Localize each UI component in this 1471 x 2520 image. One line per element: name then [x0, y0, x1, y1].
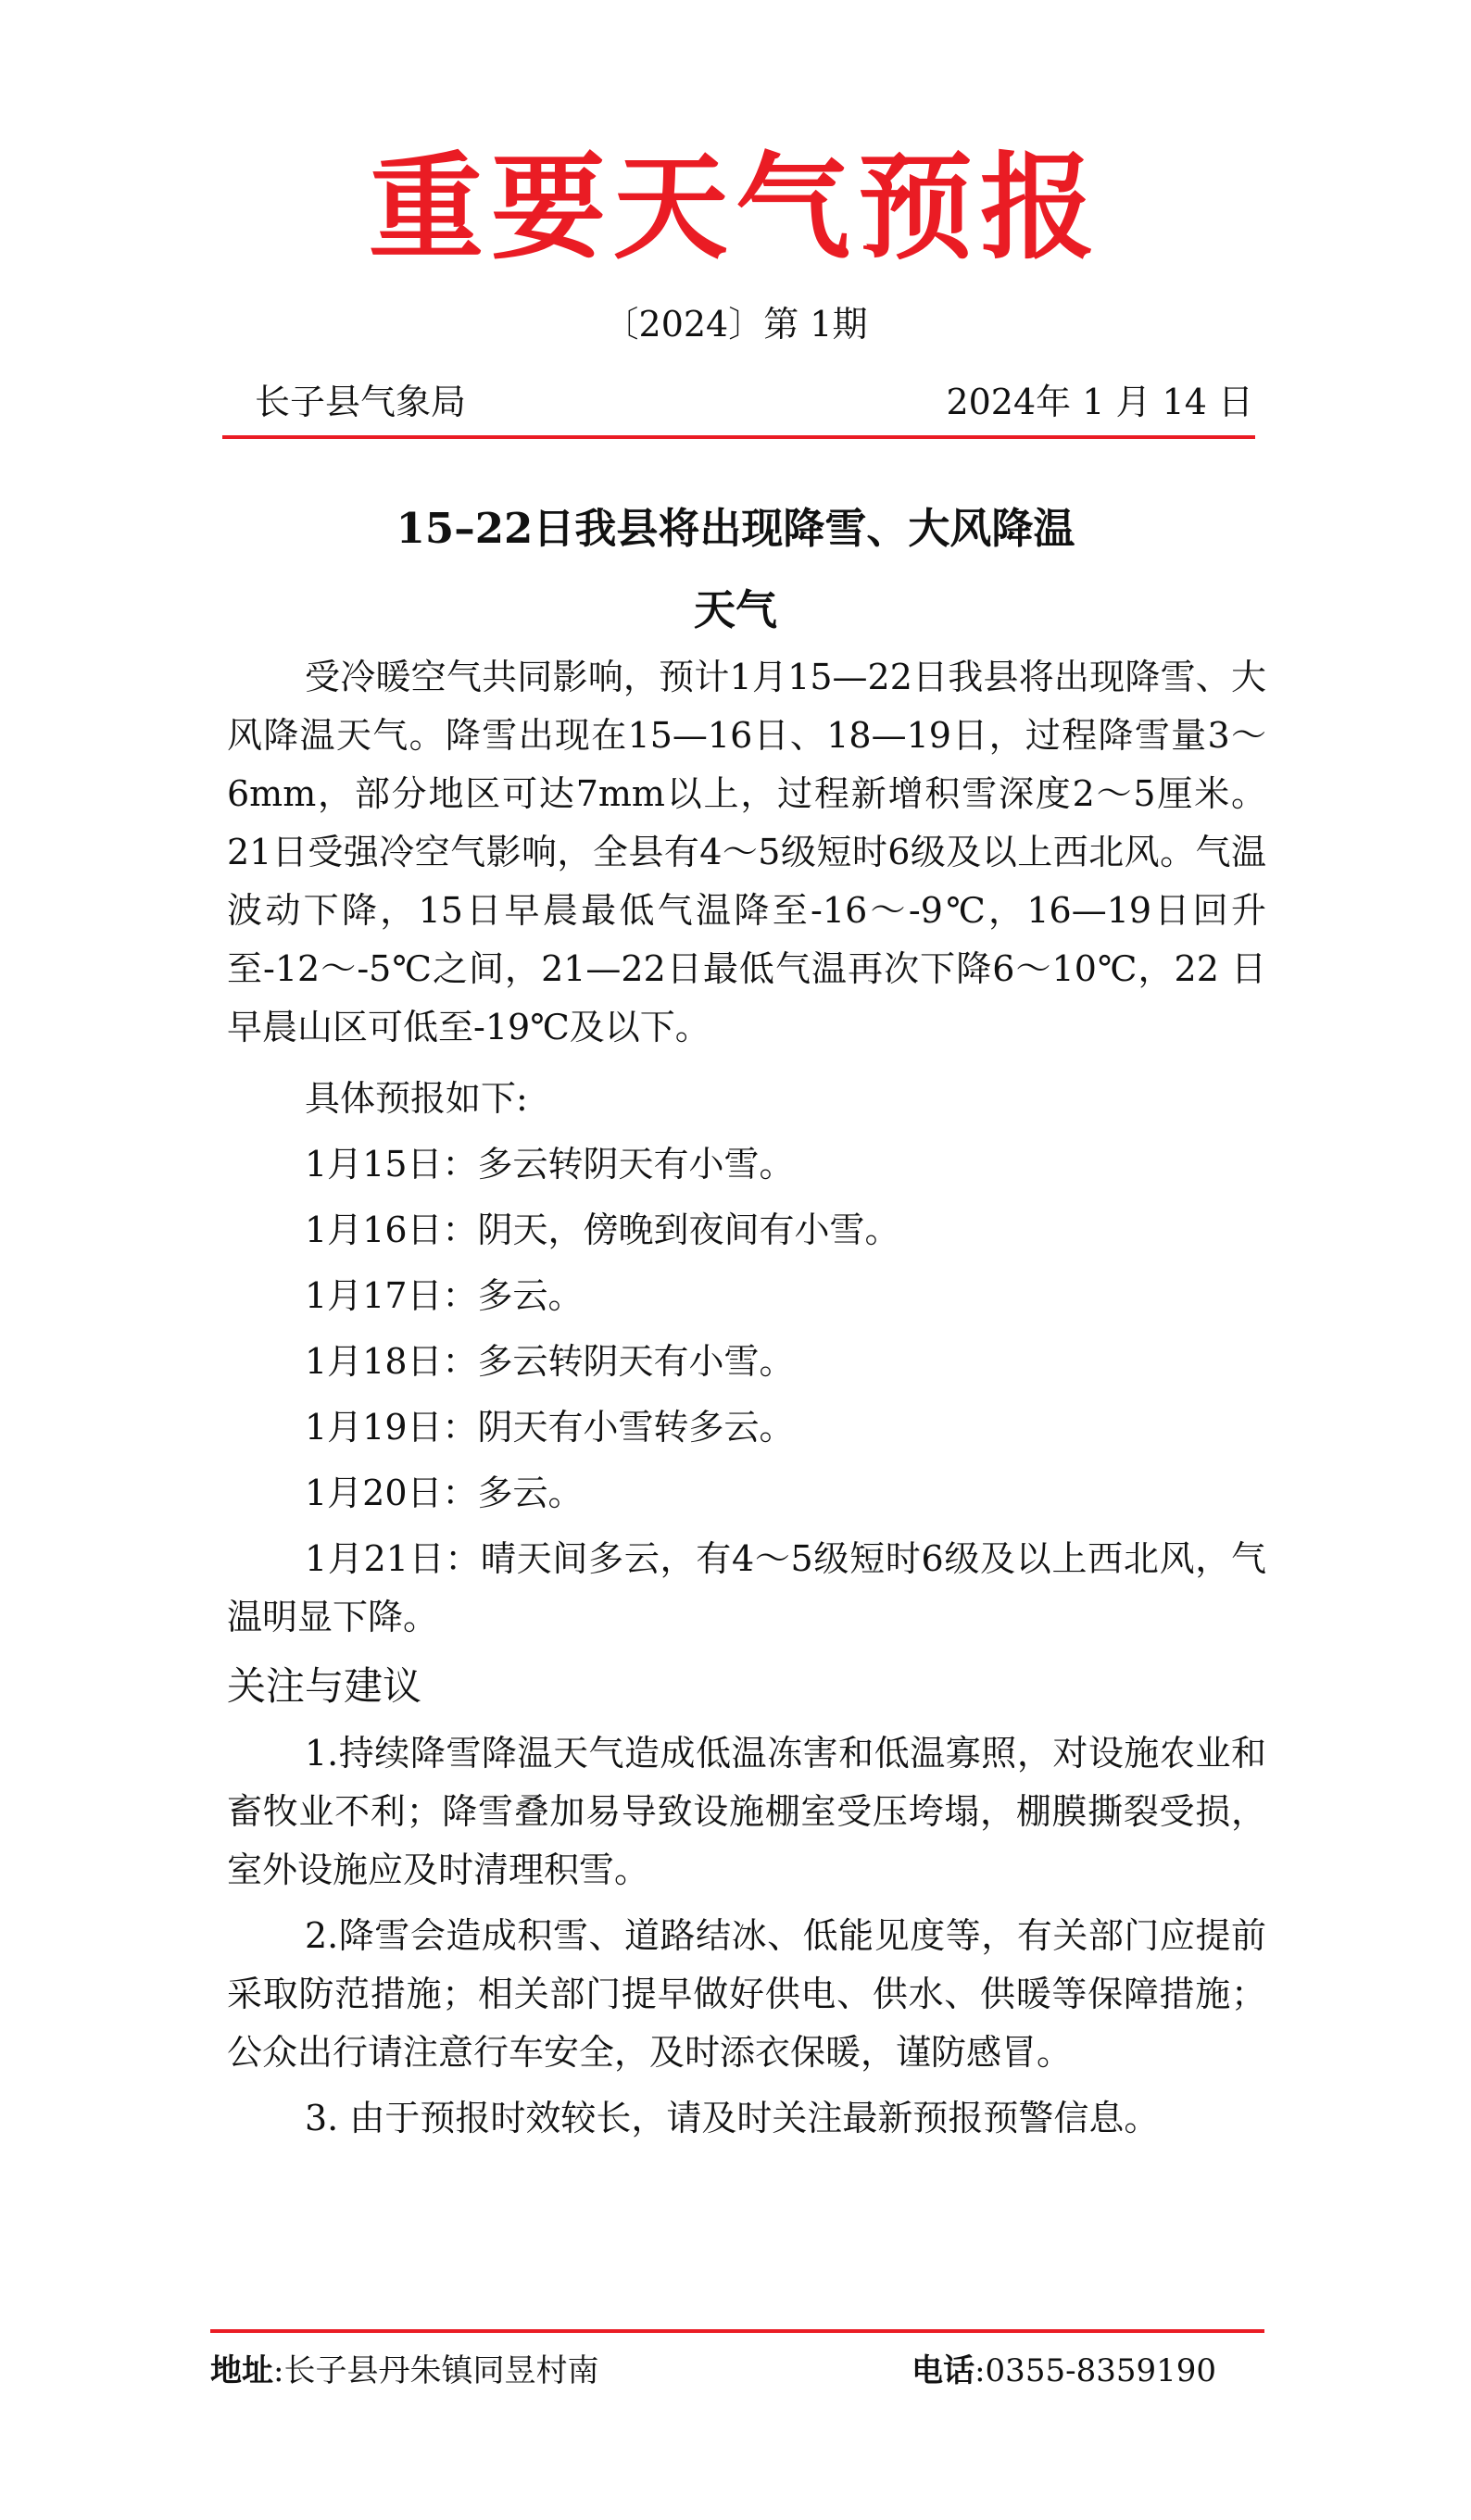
advice-item: 1.持续降雪降温天气造成低温冻害和低温寡照，对设施农业和畜牧业不利；降雪叠加易导致设施棚室受压垮塌，棚膜撕裂受损，室外设施应及时清理积雪。: [227, 1733, 1266, 1890]
advice-item: 3. 由于预报时效较长，请及时关注最新预报预警信息。: [305, 2098, 1160, 2138]
article-title-line-2: 天气: [693, 585, 777, 634]
issue-date: 2024年 1 月 14 日: [946, 382, 1253, 422]
forecast-item: 1月21日：晴天间多云，有4～5级短时6级及以上西北风，气温明显下降。: [227, 1538, 1266, 1637]
forecast-header: 具体预报如下:: [305, 1078, 528, 1119]
advice-heading: 关注与建议: [227, 1663, 422, 1709]
footer-phone: [912, 2348, 1216, 2394]
phone-value: :0355-8359190: [974, 2352, 1216, 2389]
article-title-line-1: 15–22日我县将出现降雪、大风降温: [396, 504, 1075, 553]
header-divider: [222, 435, 1255, 439]
issuing-agency: 长子县气象局: [255, 382, 467, 422]
forecast-item: 1月18日：多云转阴天有小雪。: [305, 1341, 795, 1382]
address-label: 地址: [210, 2352, 273, 2389]
footer-address: [210, 2348, 598, 2394]
forecast-item: 1月19日：阴天有小雪转多云。: [305, 1407, 795, 1448]
advice-item: 2.降雪会造成积雪、道路结冰、低能见度等，有关部门应提前采取防范措施；相关部门提早做好供电、供水、供暖等保障措施；公众出行请注意行车安全，及时添衣保暖，谨防感冒。: [227, 1915, 1266, 2073]
phone-label: 电话: [912, 2352, 975, 2389]
intro-paragraph: 受冷暖空气共同影响，预计1月15—22日我县将出现降雪、大风降温天气。降雪出现在15—16日、18—19日，过程降雪量3～6mm，部分地区可达7mm以上，过程新增积雪深度2～5厘米。21日受强冷空气影响，全县有4～5级短时6级及以上西北风。气温波动下降，15日早晨最低气温降至-16～-9℃，16—19日回升至-12～-5℃之间，21—22日最低气温再次下降6～10℃，22 日早晨山区可低至-19℃及以下。: [227, 657, 1266, 1047]
forecast-item: 1月17日：多云。: [305, 1275, 584, 1316]
forecast-item: 1月15日：多云转阴天有小雪。: [305, 1144, 795, 1185]
footer-divider: [210, 2329, 1264, 2333]
article-body: [227, 648, 1266, 2155]
article-title: [0, 488, 1471, 651]
forecast-item: 1月20日：多云。: [305, 1473, 584, 1513]
address-value: :长子县丹朱镇同昱村南: [273, 2352, 599, 2389]
issue-number: 〔2024〕第 1期: [603, 304, 868, 345]
forecast-item: 1月16日：阴天，傍晚到夜间有小雪。: [305, 1210, 900, 1250]
masthead-title: 重要天气预报: [368, 141, 1102, 275]
